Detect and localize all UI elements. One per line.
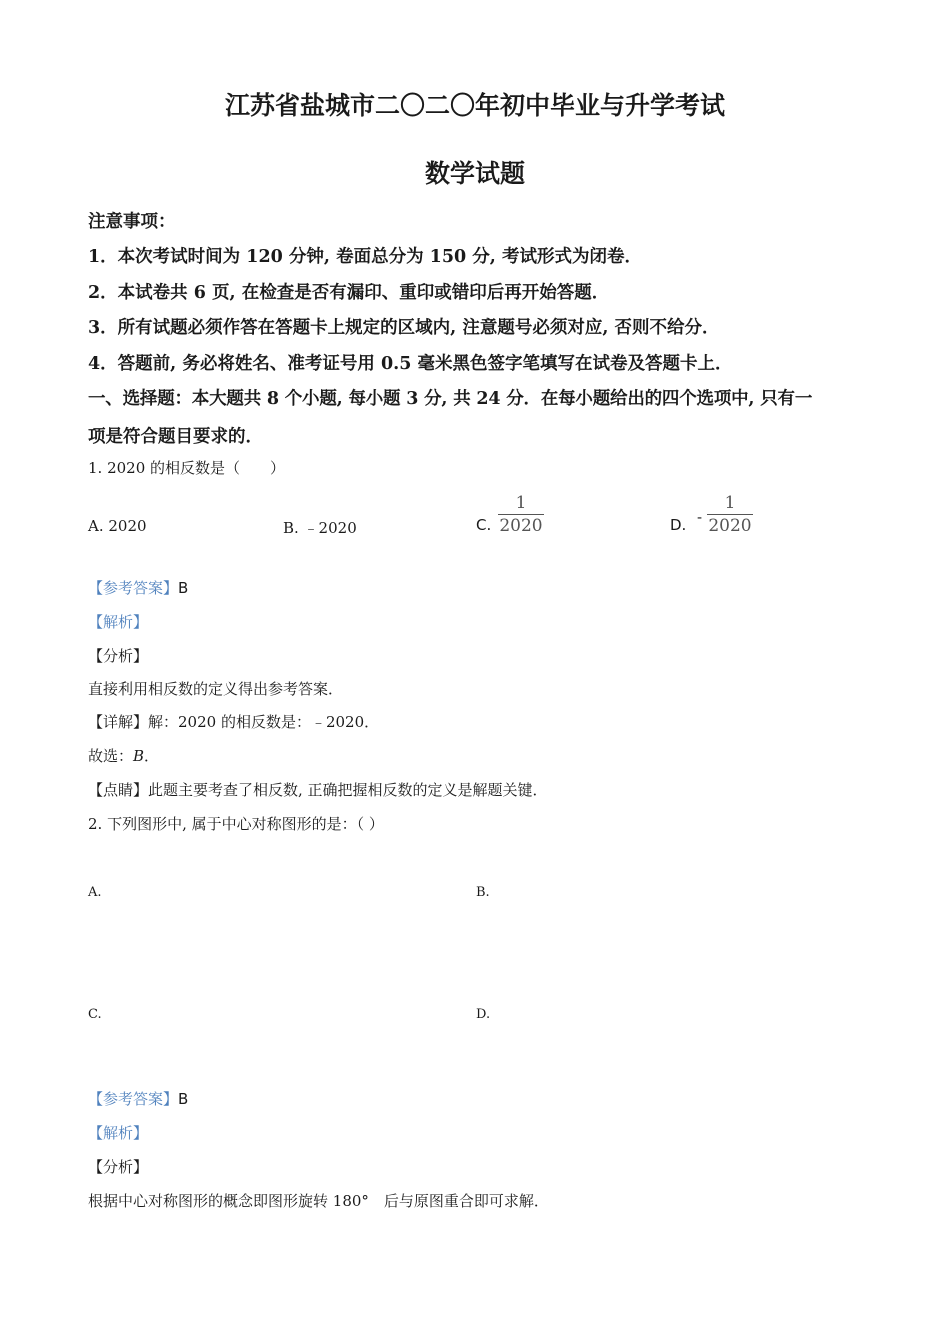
notice-item-1: 1．本次考试时间为 120 分钟, 卷面总分为 150 分, 考试形式为闭卷． <box>88 247 642 267</box>
q1-comment-text: 【点睛】此题主要考查了相反数, 正确把握相反数的定义是解题关键． <box>88 781 548 799</box>
notice-item-2: 2．本试卷共 6 页, 在检查是否有漏印、重印或错印后再开始答题． <box>88 283 610 303</box>
q2-option-a-label: A. <box>88 885 102 900</box>
q1-option-d-numerator: 1 <box>724 493 736 513</box>
q1-detail-text: 【详解】解：2020 的相反数是：﹣2020． <box>88 713 380 731</box>
q1-option-c-label: C. <box>476 516 492 534</box>
q1-option-a: A. 2020 <box>88 517 147 535</box>
q1-option-c-numerator: 1 <box>515 493 527 513</box>
q1-option-c-denominator: 2020 <box>499 516 543 536</box>
q2-fenxi-text: 根据中心对称图形的概念即图形旋转 180° 后与原图重合即可求解． <box>88 1192 549 1210</box>
q1-choice-suffix: ． <box>144 747 160 765</box>
q1-fenxi-text: 直接利用相反数的定义得出参考答案． <box>88 680 344 698</box>
q1-answer-value: B <box>178 579 189 597</box>
q2-option-c-label: C. <box>88 1007 102 1022</box>
q2-stem: 2. 下列图形中, 属于中心对称图形的是：（ ） <box>88 815 384 833</box>
q1-stem: 1. 2020 的相反数是（ ） <box>88 459 286 477</box>
q2-option-b-shape-right <box>588 866 668 920</box>
q1-choice-letter: B <box>133 747 145 765</box>
q1-option-d-fraction <box>707 492 753 537</box>
q2-answer-tag: 【参考答案】 <box>88 1090 179 1108</box>
q1-choice-line <box>88 745 159 766</box>
q2-fenxi-tag: 【分析】 <box>88 1158 149 1176</box>
q1-option-d-sign: - <box>697 508 703 526</box>
notice-item-4: 4．答题前, 务必将姓名、准考证号用 0.5 毫米黑色签字笔填写在试卷及答题卡上． <box>88 354 733 374</box>
q1-choice-prefix: 故选： <box>88 747 134 765</box>
section-heading-line2: 项是符合题目要求的． <box>88 427 263 447</box>
q1-answer-tag: 【参考答案】 <box>88 579 179 597</box>
q2-answer-line <box>88 1088 188 1109</box>
q2-option-b-label: B. <box>476 885 490 900</box>
q2-answer-value: B <box>178 1090 189 1108</box>
q2-option-a-shape-right <box>156 857 198 928</box>
q1-jiexi-tag: 【解析】 <box>88 613 149 631</box>
q1-option-b: B. ﹣2020 <box>283 519 357 537</box>
notice-heading: 注意事项： <box>88 212 176 232</box>
q1-fenxi-tag: 【分析】 <box>88 647 149 665</box>
q1-option-d-denominator: 2020 <box>708 516 752 536</box>
q2-jiexi-tag: 【解析】 <box>88 1124 149 1142</box>
section-heading-line1: 一、选择题：本大题共 8 个小题, 每小题 3 分, 共 24 分．在每小题给出的四个选项中, 只有一 <box>88 389 813 409</box>
q2-option-b-shape-left <box>510 854 588 910</box>
q2-option-d-label: D. <box>476 1007 491 1022</box>
notice-item-3: 3．所有试题必须作答在答题卡上规定的区域内, 注意题号必须对应, 否则不给分． <box>88 318 720 338</box>
page-title: 江苏省盐城市二〇二〇年初中毕业与升学考试 <box>224 91 725 120</box>
q1-answer-line <box>88 577 188 598</box>
q1-option-c-fraction <box>498 492 544 537</box>
q1-option-d-label: D. <box>670 516 687 534</box>
q2-option-a-shape-left <box>120 857 157 928</box>
page-subtitle: 数学试题 <box>424 159 525 188</box>
